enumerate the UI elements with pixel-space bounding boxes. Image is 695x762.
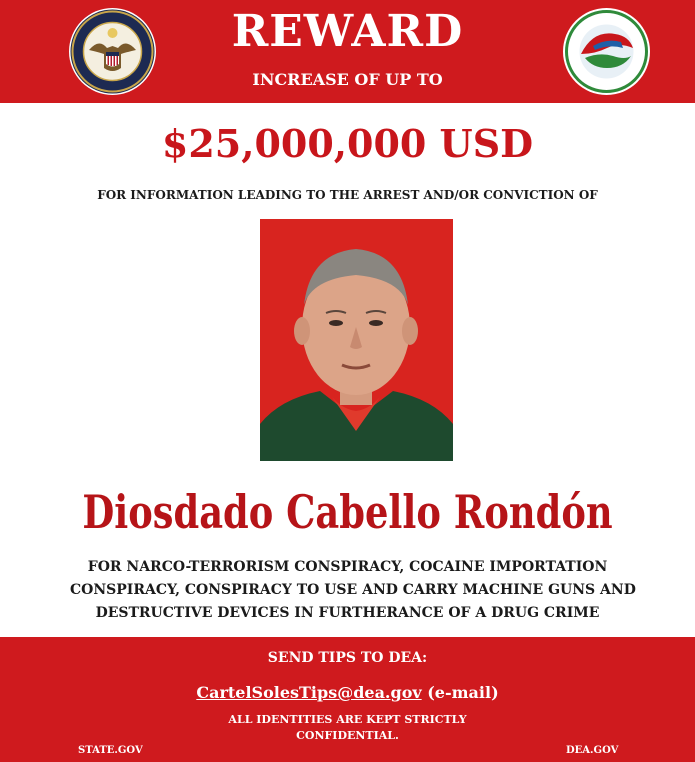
confidentiality-line: ALL IDENTITIES ARE KEPT STRICTLY [228, 713, 467, 726]
state-gov-label: STATE.GOV [78, 745, 143, 756]
tips-email-link[interactable]: CartelSolesTips@dea.gov [196, 683, 422, 702]
confidentiality-line: CONFIDENTIAL. [296, 729, 399, 742]
page-title: REWARD [231, 6, 464, 57]
charges-line: DESTRUCTIVE DEVICES IN FURTHERANCE OF A DRUG CRIME [95, 605, 600, 621]
confidentiality-note [0, 712, 695, 744]
charges-line: CONSPIRACY, CONSPIRACY TO USE AND CARRY MACHINE GUNS AND [70, 582, 636, 598]
tips-email-suffix: (e-mail) [421, 683, 499, 702]
charges-line: FOR NARCO-TERRORISM CONSPIRACY, COCAINE IMPORTATION [87, 559, 608, 575]
charges-text [70, 556, 636, 625]
dea-gov-label: DEA.GOV [566, 745, 619, 756]
lead-text: FOR INFORMATION LEADING TO THE ARREST AND/OR CONVICTION OF [97, 188, 598, 202]
tips-heading: SEND TIPS TO DEA: [267, 650, 428, 666]
subject-name: Diosdado Cabello Rondón [82, 485, 613, 539]
reward-amount: $25,000,000 USD [161, 121, 534, 166]
subtitle: INCREASE OF UP TO [252, 70, 443, 89]
subject-photo [260, 219, 453, 461]
tips-email-line [0, 682, 695, 704]
